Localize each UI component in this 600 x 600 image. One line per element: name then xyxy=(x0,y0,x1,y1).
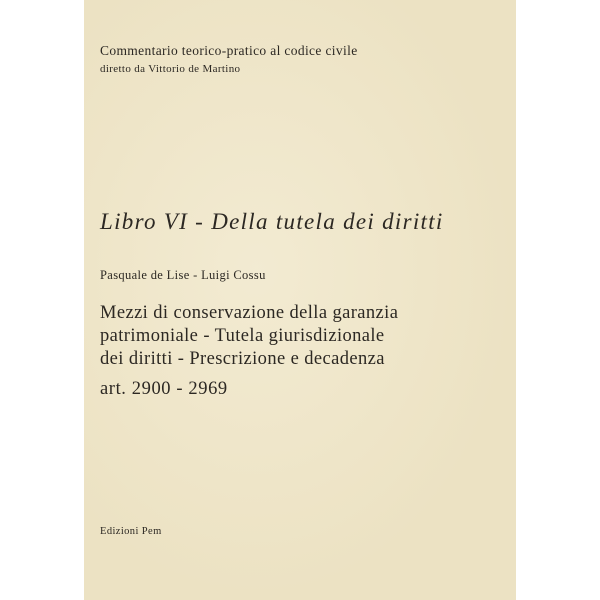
article-range: art. 2900 - 2969 xyxy=(100,379,228,399)
subject-block xyxy=(100,302,398,371)
title-page xyxy=(84,0,516,600)
book-title: Libro VI - Della tutela dei diritti xyxy=(100,209,444,234)
publisher: Edizioni Pem xyxy=(100,526,162,537)
subject-line: dei diritti - Prescrizione e decadenza xyxy=(100,349,385,369)
series-editor: diretto da Vittorio de Martino xyxy=(100,63,241,75)
subject-line: patrimoniale - Tutela giurisdizionale xyxy=(100,326,385,346)
authors: Pasquale de Lise - Luigi Cossu xyxy=(100,268,266,282)
series-title: Commentario teorico-pratico al codice civile xyxy=(100,43,358,58)
subject-line: Mezzi di conservazione della garanzia xyxy=(100,303,399,323)
